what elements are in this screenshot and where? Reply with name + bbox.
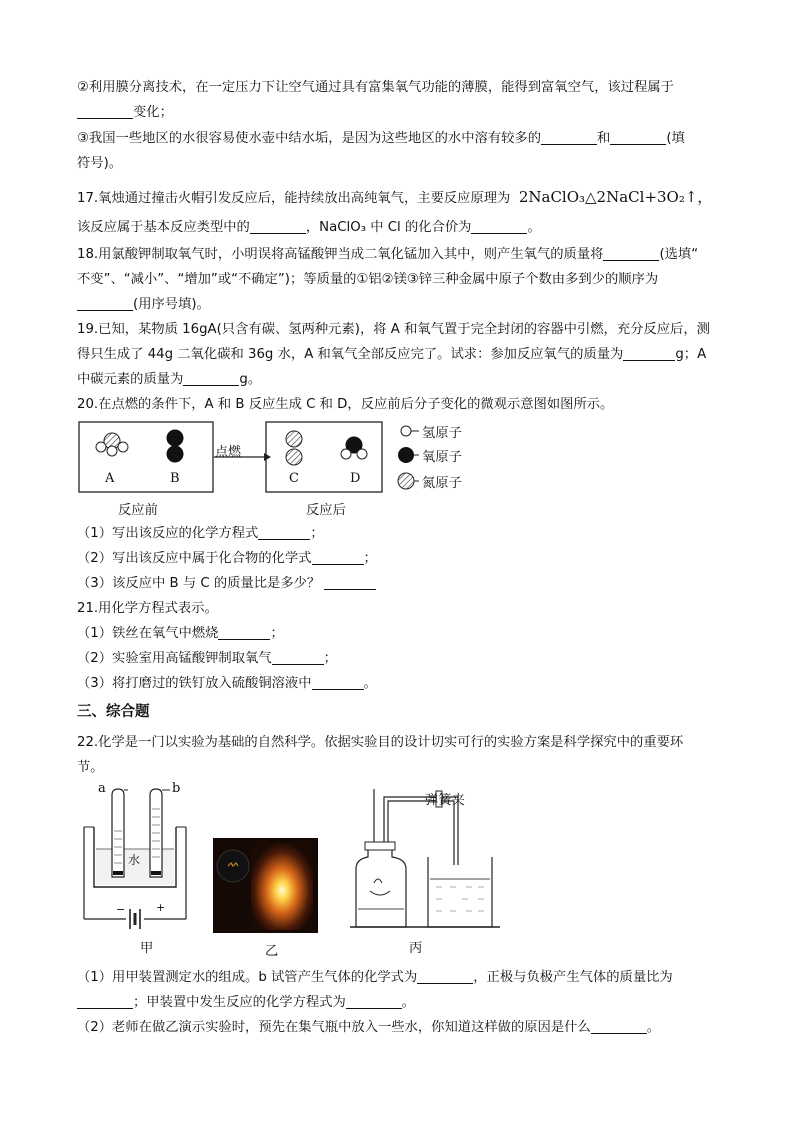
q20-sub1: （1）写出该反应的化学方程式 ； — [77, 526, 324, 541]
hydrogen-atom — [357, 449, 367, 459]
q20-molecule-diagram — [78, 421, 478, 521]
q22-line1: 22.化学是一门以实验为基础的自然科学。依据实验目的设计切实可行的实验方案是科学探究中的重要环 — [77, 735, 684, 750]
clamp-label: 弹簧夹 — [425, 793, 465, 808]
q22-sub1-line2: ；甲装置中发生反应的化学方程式为 。 — [77, 993, 415, 1013]
mol-label-d: D — [350, 471, 361, 486]
answer-blank[interactable] — [250, 219, 306, 234]
q19-line2: 得只生成了 44g 二氧化碳和 36g 水，A 和氧气全部反应完了。试求：参加反应氧气的质量为 g；A — [77, 347, 707, 362]
mol-label-b: B — [170, 471, 180, 486]
answer-blank[interactable] — [346, 994, 402, 1009]
q22-sub2: （2）老师在做乙演示实验时，预先在集气瓶中放入一些水，你知道这样做的原因是什么 。 — [77, 1020, 661, 1035]
section-heading: 三、综合题 — [77, 704, 150, 720]
hydrogen-atom — [107, 446, 117, 456]
mol-label-c: C — [289, 471, 299, 486]
answer-blank[interactable] — [623, 346, 675, 361]
caption-before: 反应前 — [118, 503, 158, 518]
answer-blank[interactable] — [541, 130, 597, 145]
molecule-svg — [78, 421, 478, 501]
answer-blank[interactable] — [312, 675, 364, 690]
q20-sub3: （3）该反应中 B 与 C 的质量比是多少？ — [77, 574, 376, 594]
oxygen-atom — [167, 430, 183, 446]
answer-blank[interactable] — [471, 219, 527, 234]
before-box — [79, 422, 213, 492]
q17-equation: 2NaClO₃△2NaCl+3O₂↑， — [518, 188, 713, 206]
q20-line1: 20.在点燃的条件下，A 和 B 反应生成 C 和 D，反应前后分子变化的微观示意图如图所示。 — [77, 397, 614, 412]
answer-blank[interactable] — [417, 969, 473, 984]
plus-label: + — [156, 901, 166, 914]
tube-label-a: a — [98, 781, 106, 796]
q21-sub2: （2）实验室用高锰酸钾制取氧气 ； — [77, 651, 337, 666]
water-label: 水 — [128, 853, 141, 867]
q18-line3: (用序号填)。 — [77, 295, 210, 315]
nitrogen-atom — [286, 431, 302, 447]
tube-label-b: b — [172, 781, 181, 796]
legend-hydrogen: 氢原子 — [422, 426, 462, 441]
legend-oxygen-icon — [398, 447, 414, 463]
q19-line1: 19.已知，某物质 16gA(只含有碳、氢两种元素)，将 A 和氧气置于完全封闭的容器中引燃，充分反应后，测 — [77, 322, 710, 337]
answer-blank[interactable] — [272, 650, 324, 665]
apparatus-jia — [80, 781, 190, 957]
q17-line1: 17.氧烛通过撞击火帽引发反应后，能持续放出高纯氧气，主要反应原理为 2NaClO₃△2NaCl+3O₂↑， — [77, 188, 713, 206]
legend-oxygen: 氧原子 — [422, 450, 462, 465]
q22-line2: 节。 — [77, 760, 104, 775]
caption-jia: 甲 — [140, 941, 154, 956]
nitrogen-atom — [286, 449, 302, 465]
q16-item3-line1: ③我国一些地区的水很容易使水壶中结水垢，是因为这些地区的水中溶有较多的 和 (填 — [77, 131, 685, 146]
q16-item2-line2: 变化； — [77, 103, 173, 123]
q21-sub1: （1）铁丝在氧气中燃烧 ； — [77, 626, 284, 641]
caption-bing: 丙 — [409, 941, 423, 956]
answer-blank[interactable] — [183, 371, 239, 386]
q21-line1: 21.用化学方程式表示。 — [77, 601, 218, 616]
answer-blank[interactable] — [603, 246, 659, 261]
caption-after: 反应后 — [306, 503, 346, 518]
answer-blank[interactable] — [77, 104, 133, 119]
answer-blank[interactable] — [258, 525, 310, 540]
answer-blank[interactable] — [324, 575, 376, 590]
answer-blank[interactable] — [312, 550, 364, 565]
legend-nitrogen-icon — [398, 473, 414, 489]
legend-hydrogen-icon — [401, 426, 411, 436]
q21-sub3: （3）将打磨过的铁钉放入硫酸铜溶液中 。 — [77, 676, 377, 691]
mol-label-a: A — [105, 471, 115, 486]
apparatus-yi — [213, 838, 318, 958]
answer-blank[interactable] — [610, 130, 666, 145]
q18-line1: 18.用氯酸钾制取氧气时，小明误将高锰酸钾当成二氧化锰加入其中，则产生氧气的质量将 (选填“ — [77, 247, 699, 262]
q16-item2-line1: ②利用膜分离技术，在一定压力下让空气通过具有富集氧气功能的薄膜，能得到富氧空气，该过程属于 — [77, 80, 674, 95]
q20-sub2: （2）写出该反应中属于化合物的化学式 ； — [77, 551, 377, 566]
legend-nitrogen: 氮原子 — [422, 476, 462, 491]
arrow-label: 点燃 — [215, 445, 242, 460]
q19-line3: 中碳元素的质量为 g。 — [77, 372, 262, 387]
q18-line2: 不变”、“减小”、“增加”或“不确定”)；等质量的①铝②镁③锌三种金属中原子个数由多到少的顺序为 — [77, 272, 659, 287]
answer-blank[interactable] — [218, 625, 270, 640]
answer-blank[interactable] — [591, 1019, 647, 1034]
answer-blank[interactable] — [77, 296, 133, 311]
combustion-photo — [213, 838, 318, 933]
apparatus-bing — [350, 787, 500, 957]
answer-blank[interactable] — [77, 994, 133, 1009]
hydrogen-atom — [118, 442, 128, 452]
hydrogen-atom — [96, 442, 106, 452]
minus-label: − — [116, 903, 126, 916]
caption-yi: 乙 — [265, 944, 279, 959]
q22-sub1-line1: （1）用甲装置测定水的组成。b 试管产生气体的化学式为 ，正极与负极产生气体的质量比为 — [77, 970, 673, 985]
hydrogen-atom — [341, 449, 351, 459]
q17-line2: 该反应属于基本反应类型中的 ，NaClO₃ 中 Cl 的化合价为 。 — [77, 220, 541, 235]
oxygen-atom — [167, 446, 183, 462]
q16-item3-line2: 符号)。 — [77, 156, 123, 171]
